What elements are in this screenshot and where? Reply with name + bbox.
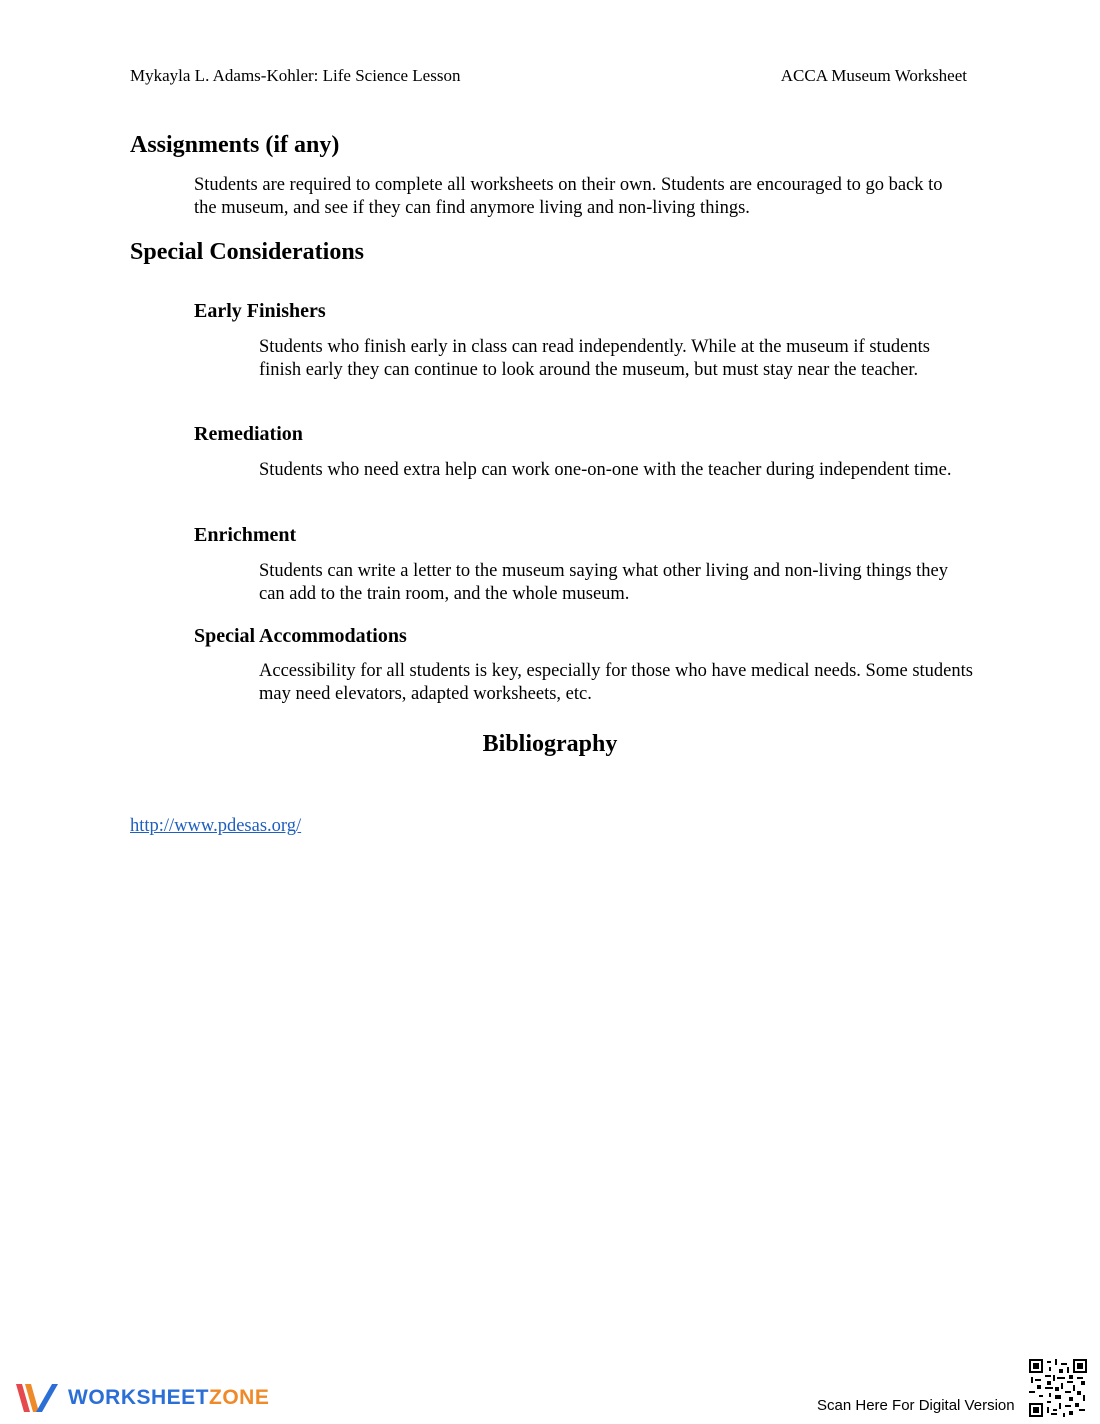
remediation-text: Students who need extra help can work one-on-one with the teacher during independent time. (259, 460, 952, 480)
worksheetzone-logo[interactable] (14, 1380, 269, 1416)
early-finishers-heading: Early Finishers (194, 300, 326, 322)
bibliography-link[interactable]: http://www.pdesas.org/ (130, 816, 302, 836)
header-left: Mykayla L. Adams-Kohler: Life Science Lesson (130, 66, 461, 85)
bibliography-heading: Bibliography (482, 731, 618, 757)
qr-code-icon[interactable] (1029, 1359, 1087, 1417)
scan-caption: Scan Here For Digital Version (817, 1397, 1015, 1414)
assignments-heading: Assignments (if any) (130, 132, 340, 158)
worksheetzone-logo-icon (14, 1380, 60, 1416)
worksheetzone-logo-text: WORKSHEETZONE (68, 1386, 270, 1409)
enrichment-heading: Enrichment (194, 524, 297, 546)
assignments-text: Students are required to complete all worksheets on their own. Students are encouraged to go back to the museum, and see if they can find anymore living and non-living things. (194, 175, 943, 218)
enrichment-text: Students can write a letter to the museum saying what other living and non-living things they can add to the train room, and the whole museum. (259, 561, 948, 604)
special-accommodations-heading: Special Accommodations (194, 625, 407, 647)
header-right: ACCA Museum Worksheet (780, 66, 967, 85)
special-considerations-heading: Special Considerations (130, 239, 365, 265)
early-finishers-text: Students who finish early in class can read independently. While at the museum if students finish early they can continue to look around the museum, but must stay near the teacher. (259, 337, 930, 380)
special-accommodations-text: Accessibility for all students is key, especially for those who have medical needs. Some students may need elevators, adapted worksheets, etc. (259, 661, 973, 704)
remediation-heading: Remediation (194, 423, 303, 445)
